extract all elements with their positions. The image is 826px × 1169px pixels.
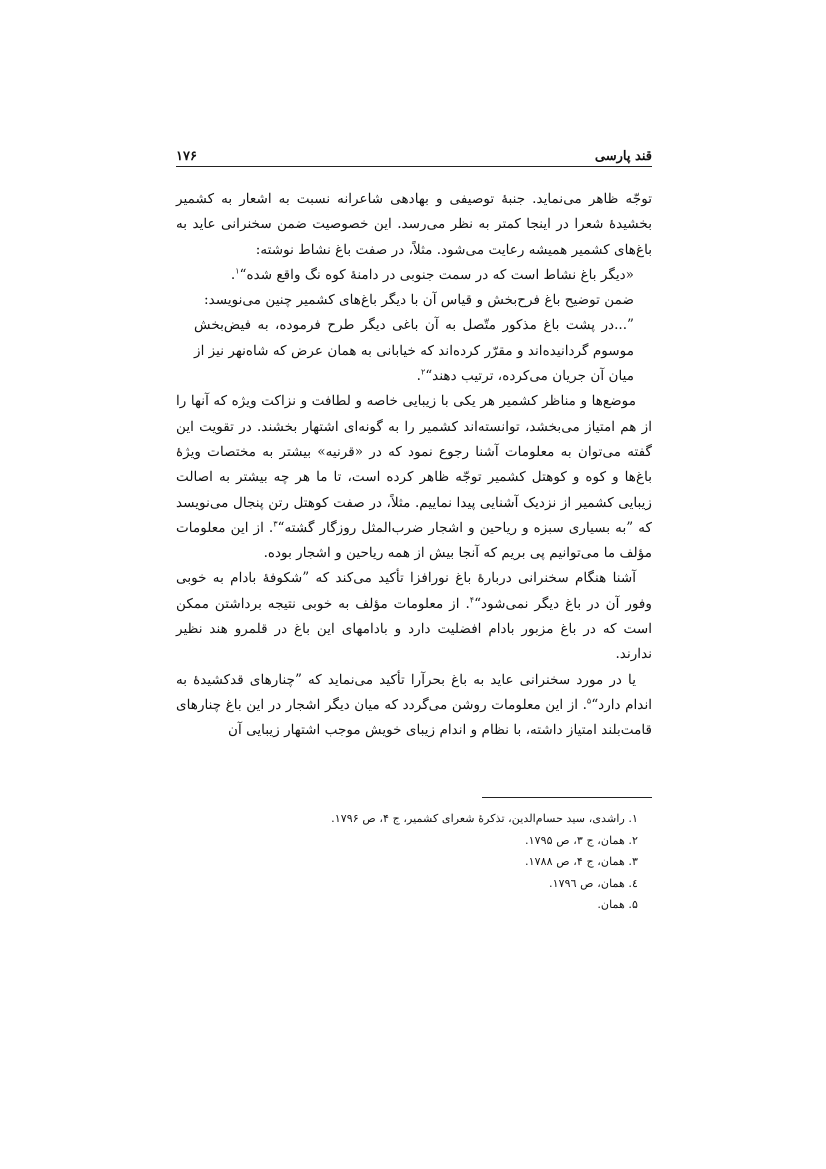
footnotes-list — [176, 808, 638, 916]
paragraph-1: توجّه ظاهر می‌نماید. جنبهٔ توصیفی و بهادهی شاعرانه نسبت به اشعار به کشمیر بخشیدهٔ شعرا در اینجا کمتر به نظر می‌رسد. این خصوصیت ضمن سخنرانی عاید به باغ‌های کشمیر همیشه رعایت می‌شود. مثلاً، در صفت باغ نشاط نوشته: — [176, 191, 652, 258]
footnote-ref-3: ۳ — [273, 519, 278, 529]
paragraph-3-part-b: . از این معلومات مؤلف ما می‌توانیم پی بریم که آنجا بیش از همه ریاحین و اشجار بوده. — [176, 519, 652, 562]
quote-2 — [194, 313, 634, 389]
paragraph-4-part-b: . از معلومات مؤلف به خوبی نتیجه برداشتن ممکن است که در باغ مزبور بادام افضلیت دارد و بادامهای این باغ در قلمرو هند نظیر ندارند. — [176, 595, 652, 663]
quote-1 — [194, 263, 634, 288]
paragraph-3-part-a: موضع‌ها و مناظر کشمیر هر یکی با زیبایی خاصه و لطافت و نزاکت ویژه که آنها را از هم امتیاز می‌بخشد، توانسته‌اند کشمیر را به گونه‌ای اشتهار بخشند. در تقویت این گفته می‌توان به معلومات آشنا رجوع نمود که در «قرنیه» بیشتر به مختصات ویژهٔ باغ‌ها و کوه و کوهتل کشمیر توجّه ظاهر کرده است، تا ما هر چه بیشتر به اصالت زیبایی کشمیر از نزدیک آشنایی پیدا نماییم. مثلاً، در صفت کوهتل رتن پنجال می‌نویسد که ”به بسیاری سبزه و ریاحین و اشجار ضرب‌المثل روزگار گشته“ — [176, 393, 652, 536]
footnote-separator — [482, 797, 652, 798]
footnote-ref-4: ۴ — [469, 595, 475, 605]
body-text — [176, 187, 652, 744]
paragraph-5-part-a: یا در مورد سخنرانی عاید به باغ بحرآرا تأکید می‌نماید که ”چنارهای قدکشیدهٔ به اندام دارد“ — [176, 671, 653, 713]
paragraph-2: ضمن توضیح باغ فرح‌بخش و قیاس آن با دیگر باغ‌های کشمیر چنین می‌نویسد: — [203, 292, 634, 309]
quote-2-text: ”...در پشت باغ مذکور متّصل به آن باغی دیگر طرح فرموده، به فیض‌بخش موسوم گردانیده‌اند و مقرّر کرده‌اند که خیابانی به همان عرض که شاه‌نهر نیز از میان آن جریان می‌کرده، ترتیب دهند“ — [194, 317, 634, 385]
paragraph-4 — [176, 566, 652, 667]
footnote-2: ۲. همان، ج ۳، ص ۱۷۹۵. — [525, 833, 638, 847]
footnote-ref-2: ۲ — [420, 367, 426, 377]
footnote-ref-1: ۱ — [235, 266, 240, 276]
footnote-1: ۱. راشدی، سید حسام‌الدین، تذکرهٔ شعرای کشمیر، ج ۴، ص ۱۷۹۶. — [331, 812, 638, 825]
paragraph-5 — [176, 668, 652, 744]
quote-1-end: . — [230, 266, 236, 283]
header-rule — [176, 166, 652, 167]
paragraph-4-part-a: آشنا هنگام سخنرانی دربارهٔ باغ نورافزا تأکید می‌کند که ”شکوفهٔ بادام به خوبی وفور آن در باغ دیگر نمی‌شود“ — [176, 570, 652, 612]
running-title: قند پارسی — [594, 148, 652, 164]
footnote-5: ۵. همان. — [597, 898, 638, 911]
running-header — [176, 146, 652, 166]
quote-1-text: «دیگر باغ نشاط است که در سمت جنوبی در دامنهٔ کوه نگ واقع شده“ — [239, 266, 634, 283]
quote-2-end: . — [416, 368, 421, 385]
footnote-3: ۳. همان، ج ۴، ص ۱۷۸۸. — [525, 855, 638, 868]
footnote-4: ٤. همان، ص ۱۷۹٦. — [549, 876, 638, 890]
paragraph-3 — [176, 389, 652, 566]
footnote-ref-5: ۵ — [586, 696, 592, 706]
paragraph-5-part-b: . از این معلومات روشن می‌گردد که میان دیگر اشجار در این باغ چنارهای قامت‌بلند امتیاز داشته، با نظام و اندام زیبای خویش موجب اشتهار زیبایی آن — [176, 696, 652, 739]
page-number: ۱۷۶ — [176, 148, 197, 164]
